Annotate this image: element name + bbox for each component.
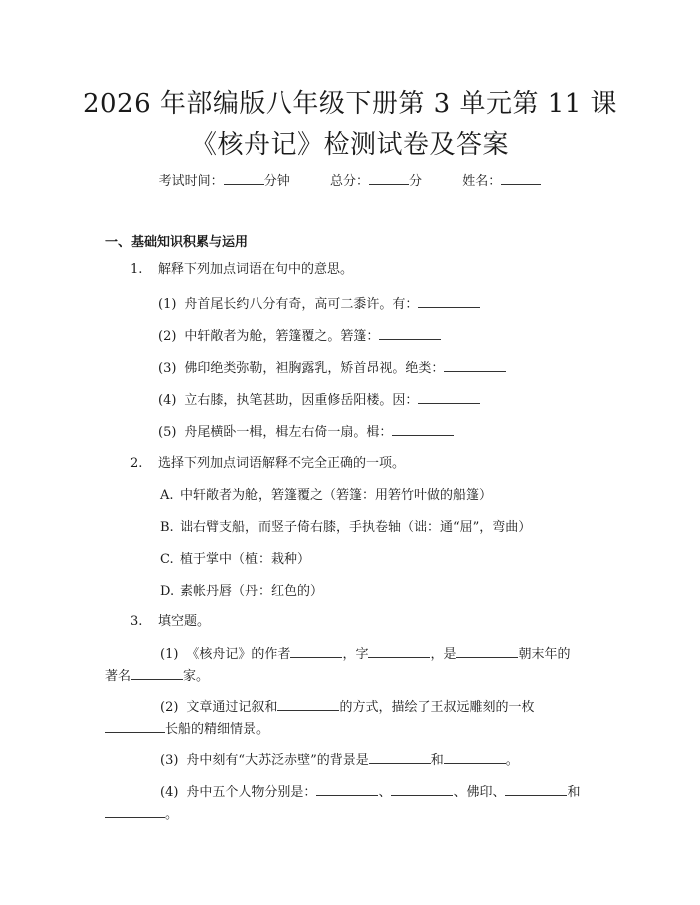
answer-blank[interactable] <box>418 294 480 308</box>
option-a[interactable] <box>160 487 492 505</box>
item-text: ，是 <box>430 647 457 662</box>
answer-blank[interactable] <box>444 750 506 764</box>
question-number: 2. <box>130 456 143 471</box>
question-number: 3. <box>130 614 143 629</box>
q1-item-4 <box>158 390 480 410</box>
item-text: 舟中五个人物分别是： <box>186 785 317 800</box>
question-number: 1. <box>130 262 143 277</box>
item-text: 家。 <box>183 669 210 684</box>
option-c[interactable] <box>160 551 310 569</box>
q1-item-5 <box>158 422 454 442</box>
score-label: 总分： <box>329 174 369 189</box>
option-key: C. <box>160 552 174 567</box>
option-text: 植于掌中（植：栽种） <box>180 552 311 567</box>
section-heading: 一、基础知识积累与运用 <box>105 235 249 250</box>
item-text: 的方式，描绘了王叔远雕刻的一枚 <box>339 700 535 715</box>
option-text: 诎右臂支船，而竖子倚右膝，手执卷轴（诎：通“屈”，弯曲） <box>180 520 532 535</box>
item-number: (2) <box>158 329 177 344</box>
q3-item-1 <box>160 644 570 664</box>
option-text: 素帐丹唇（丹：红色的） <box>180 584 324 599</box>
item-text: 和 <box>567 785 581 800</box>
page-title-line2: 《核舟记》检测试卷及答案 <box>190 130 509 160</box>
q3-item-4-cont <box>105 804 178 824</box>
name-label: 姓名： <box>462 174 502 189</box>
answer-blank[interactable] <box>105 804 165 818</box>
item-text: 、 <box>378 785 392 800</box>
answer-blank[interactable] <box>444 358 506 372</box>
item-text: 文章通过记叙和 <box>186 700 278 715</box>
q3-item-3 <box>160 750 519 770</box>
item-number: (4) <box>158 393 177 408</box>
exam-meta <box>0 170 700 189</box>
page-title-line1: 2026 年部编版八年级下册第 3 单元第 11 课 <box>82 89 618 119</box>
answer-blank[interactable] <box>316 782 378 796</box>
q1-item-3 <box>158 358 506 378</box>
item-number: (1) <box>158 297 177 312</box>
q3-item-2 <box>160 697 534 717</box>
item-text: 中轩敞者为舱，箬篷覆之。箬篷： <box>184 329 380 344</box>
answer-blank[interactable] <box>368 644 430 658</box>
question-stem: 选择下列加点词语解释不完全正确的一项。 <box>158 456 406 471</box>
item-text: 。 <box>165 807 179 822</box>
item-text: 。 <box>505 753 519 768</box>
item-text: 《核舟记》的作者 <box>186 647 291 662</box>
item-text: 朝末年的 <box>518 647 571 662</box>
q3-item-2-cont <box>105 719 269 739</box>
answer-blank[interactable] <box>505 782 567 796</box>
item-text: 舟首尾长约八分有奇，高可二黍许。有： <box>184 297 419 312</box>
q1-item-2 <box>158 326 441 346</box>
question-1 <box>130 261 353 279</box>
q3-item-4 <box>160 782 580 802</box>
item-text: 长船的精细情景。 <box>165 722 270 737</box>
time-label: 考试时间： <box>158 174 224 189</box>
time-unit: 分钟 <box>263 174 290 189</box>
item-number: (1) <box>160 647 179 662</box>
answer-blank[interactable] <box>392 422 454 436</box>
question-3 <box>130 613 210 631</box>
option-key: D. <box>160 584 175 599</box>
item-number: (3) <box>158 361 177 376</box>
answer-blank[interactable] <box>105 719 165 733</box>
option-key: A. <box>160 488 174 503</box>
answer-blank[interactable] <box>379 326 441 340</box>
item-text: 和 <box>430 753 444 768</box>
item-number: (3) <box>160 753 179 768</box>
score-unit: 分 <box>409 174 423 189</box>
item-text: 著名 <box>105 669 132 684</box>
time-blank[interactable] <box>224 171 264 185</box>
question-stem: 填空题。 <box>158 614 211 629</box>
answer-blank[interactable] <box>277 697 339 711</box>
item-text: 舟中刻有“大苏泛赤壁”的背景是 <box>186 753 369 768</box>
option-text: 中轩敞者为舱，箬篷覆之（箬篷：用箬竹叶做的船篷） <box>180 488 493 503</box>
question-stem: 解释下列加点词语在句中的意思。 <box>158 262 354 277</box>
item-number: (4) <box>160 785 179 800</box>
answer-blank[interactable] <box>418 390 480 404</box>
item-text: 佛印绝类弥勒，袒胸露乳，矫首昂视。绝类： <box>184 361 445 376</box>
item-text: 、佛印、 <box>453 785 506 800</box>
answer-blank[interactable] <box>290 644 342 658</box>
item-text: 舟尾横卧一楫，楫左右倚一扇。楫： <box>184 425 393 440</box>
option-d[interactable] <box>160 583 323 601</box>
option-b[interactable] <box>160 519 531 537</box>
name-blank[interactable] <box>501 171 541 185</box>
question-2 <box>130 455 405 473</box>
answer-blank[interactable] <box>131 666 183 680</box>
option-key: B. <box>160 520 174 535</box>
q3-item-1-cont <box>105 666 209 686</box>
item-number: (5) <box>158 425 177 440</box>
item-number: (2) <box>160 700 179 715</box>
answer-blank[interactable] <box>391 782 453 796</box>
item-text: ，字 <box>342 647 369 662</box>
answer-blank[interactable] <box>369 750 431 764</box>
q1-item-1 <box>158 294 480 314</box>
score-blank[interactable] <box>369 171 409 185</box>
answer-blank[interactable] <box>456 644 518 658</box>
item-text: 立右膝，执笔甚助，因重修岳阳楼。因： <box>184 393 419 408</box>
